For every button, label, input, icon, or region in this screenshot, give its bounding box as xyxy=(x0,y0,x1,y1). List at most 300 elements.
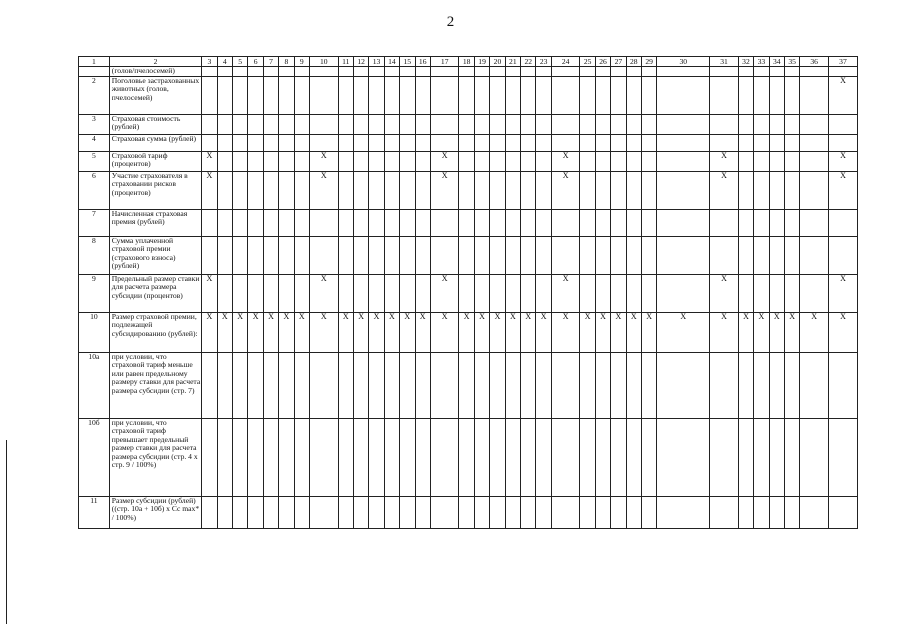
column-number: 29 xyxy=(641,57,656,67)
table-cell xyxy=(551,67,580,77)
table-cell xyxy=(626,353,641,419)
table-cell xyxy=(641,115,656,135)
column-number: 13 xyxy=(369,57,384,67)
table-cell xyxy=(536,275,551,313)
table-cell xyxy=(505,115,520,135)
x-mark: X xyxy=(580,313,595,353)
x-mark: X xyxy=(710,152,739,172)
row-number: 10б xyxy=(79,419,110,497)
table-cell xyxy=(459,275,474,313)
table-cell xyxy=(353,497,368,529)
x-mark: X xyxy=(551,313,580,353)
column-number: 23 xyxy=(536,57,551,67)
row-number: 8 xyxy=(79,237,110,275)
table-cell xyxy=(595,152,610,172)
x-mark: X xyxy=(536,313,551,353)
table-cell xyxy=(294,419,309,497)
table-cell xyxy=(626,210,641,237)
table-cell xyxy=(202,419,217,497)
table-cell xyxy=(505,77,520,115)
table-cell xyxy=(657,67,710,77)
row-number: 2 xyxy=(79,77,110,115)
row-label: Размер страховой премии, подлежащей субсидированию (рублей): xyxy=(109,313,201,353)
table-cell xyxy=(474,115,489,135)
table-cell xyxy=(430,67,459,77)
table-cell xyxy=(217,152,232,172)
table-cell xyxy=(309,237,338,275)
table-cell xyxy=(294,497,309,529)
table-cell xyxy=(400,419,415,497)
table-row xyxy=(79,115,858,135)
table-cell xyxy=(611,353,626,419)
x-mark: X xyxy=(217,313,232,353)
table-cell xyxy=(490,77,505,115)
table-cell xyxy=(828,115,857,135)
table-cell xyxy=(400,115,415,135)
table-cell xyxy=(369,172,384,210)
table-cell xyxy=(430,210,459,237)
table-cell xyxy=(369,275,384,313)
column-number: 22 xyxy=(521,57,536,67)
table-cell xyxy=(769,67,784,77)
table-cell xyxy=(459,152,474,172)
table-cell xyxy=(430,135,459,152)
table-cell xyxy=(248,172,263,210)
table-cell xyxy=(657,77,710,115)
table-cell xyxy=(657,353,710,419)
table-cell xyxy=(353,210,368,237)
table-cell xyxy=(800,135,829,152)
table-cell xyxy=(521,353,536,419)
table-cell xyxy=(279,497,294,529)
x-mark: X xyxy=(353,313,368,353)
x-mark: X xyxy=(595,313,610,353)
table-cell xyxy=(233,172,248,210)
table-cell xyxy=(400,210,415,237)
table-cell xyxy=(536,152,551,172)
table-cell xyxy=(263,115,278,135)
table-cell xyxy=(415,115,430,135)
table-cell xyxy=(505,497,520,529)
table-cell xyxy=(611,135,626,152)
row-number: 10 xyxy=(79,313,110,353)
table-cell xyxy=(279,210,294,237)
table-row xyxy=(79,77,858,115)
row-number: 7 xyxy=(79,210,110,237)
column-number: 14 xyxy=(384,57,399,67)
x-mark: X xyxy=(710,313,739,353)
table-cell xyxy=(536,172,551,210)
table-cell xyxy=(800,237,829,275)
table-cell xyxy=(828,135,857,152)
table-cell xyxy=(400,497,415,529)
table-cell xyxy=(294,67,309,77)
table-cell xyxy=(217,135,232,152)
column-number: 1 xyxy=(79,57,110,67)
table-cell xyxy=(710,115,739,135)
table-cell xyxy=(611,210,626,237)
table-cell xyxy=(415,77,430,115)
table-cell xyxy=(248,67,263,77)
table-cell xyxy=(611,172,626,210)
table-cell xyxy=(595,135,610,152)
table-cell xyxy=(263,210,278,237)
table-cell xyxy=(309,115,338,135)
x-mark: X xyxy=(626,313,641,353)
table-cell xyxy=(611,115,626,135)
table-cell xyxy=(248,77,263,115)
table-cell xyxy=(309,419,338,497)
table-cell xyxy=(551,353,580,419)
table-cell xyxy=(611,237,626,275)
margin-line xyxy=(6,440,7,624)
table-cell xyxy=(384,152,399,172)
x-mark: X xyxy=(338,313,353,353)
table-cell xyxy=(474,353,489,419)
row-label: Страховая стоимость (рублей) xyxy=(109,115,201,135)
table-cell xyxy=(828,67,857,77)
table-cell xyxy=(769,135,784,152)
table-cell xyxy=(217,77,232,115)
table-cell xyxy=(294,237,309,275)
table-cell xyxy=(400,275,415,313)
table-cell xyxy=(279,77,294,115)
table-cell xyxy=(710,419,739,497)
table-cell xyxy=(309,77,338,115)
table-cell xyxy=(490,353,505,419)
table-cell xyxy=(279,135,294,152)
table-cell xyxy=(353,172,368,210)
table-cell xyxy=(400,237,415,275)
table-cell xyxy=(217,353,232,419)
table-cell xyxy=(580,135,595,152)
table-cell xyxy=(353,275,368,313)
table-cell xyxy=(595,419,610,497)
x-mark: X xyxy=(828,313,857,353)
column-number: 17 xyxy=(430,57,459,67)
table-cell xyxy=(738,135,753,152)
table-cell xyxy=(279,115,294,135)
table-cell xyxy=(263,77,278,115)
table-row xyxy=(79,353,858,419)
table-cell xyxy=(353,67,368,77)
table-cell xyxy=(754,135,769,152)
table-cell xyxy=(353,237,368,275)
table-row xyxy=(79,135,858,152)
table-cell xyxy=(263,135,278,152)
table-cell xyxy=(626,275,641,313)
table-cell xyxy=(353,77,368,115)
table-cell xyxy=(474,77,489,115)
x-mark: X xyxy=(263,313,278,353)
table-cell xyxy=(657,152,710,172)
table-cell xyxy=(279,172,294,210)
table-cell xyxy=(384,115,399,135)
table-cell xyxy=(353,152,368,172)
table-cell xyxy=(641,135,656,152)
table-cell xyxy=(754,77,769,115)
x-mark: X xyxy=(309,172,338,210)
x-mark: X xyxy=(309,152,338,172)
table-cell xyxy=(800,152,829,172)
table-cell xyxy=(784,135,799,152)
table-cell xyxy=(505,172,520,210)
table-cell xyxy=(536,67,551,77)
x-mark: X xyxy=(202,152,217,172)
column-number: 6 xyxy=(248,57,263,67)
table-cell xyxy=(279,152,294,172)
table-cell xyxy=(415,275,430,313)
table-cell xyxy=(430,353,459,419)
table-cell xyxy=(294,275,309,313)
x-mark: X xyxy=(430,313,459,353)
table-cell xyxy=(369,67,384,77)
table-cell xyxy=(294,115,309,135)
table-cell xyxy=(521,135,536,152)
table-cell xyxy=(595,77,610,115)
table-cell xyxy=(641,210,656,237)
table-cell xyxy=(369,135,384,152)
table-cell xyxy=(536,419,551,497)
table-cell xyxy=(657,419,710,497)
table-cell xyxy=(248,237,263,275)
table-cell xyxy=(626,67,641,77)
table-cell xyxy=(784,115,799,135)
table-cell xyxy=(202,77,217,115)
x-mark: X xyxy=(521,313,536,353)
table-cell xyxy=(536,77,551,115)
table-cell xyxy=(415,353,430,419)
table-cell xyxy=(657,115,710,135)
table-cell xyxy=(459,135,474,152)
table-cell xyxy=(384,237,399,275)
table-cell xyxy=(384,135,399,152)
table-cell xyxy=(800,172,829,210)
table-cell xyxy=(828,419,857,497)
row-number: 4 xyxy=(79,135,110,152)
table-cell xyxy=(474,237,489,275)
table-cell xyxy=(505,152,520,172)
table-cell xyxy=(657,275,710,313)
table-cell xyxy=(580,419,595,497)
table-cell xyxy=(338,353,353,419)
table-cell xyxy=(474,172,489,210)
table-cell xyxy=(784,275,799,313)
column-number: 7 xyxy=(263,57,278,67)
table-cell xyxy=(415,135,430,152)
table-cell xyxy=(551,115,580,135)
x-mark: X xyxy=(710,172,739,210)
table-cell xyxy=(459,497,474,529)
x-mark: X xyxy=(248,313,263,353)
table-cell xyxy=(263,353,278,419)
table-cell xyxy=(641,275,656,313)
table-cell xyxy=(754,275,769,313)
column-number: 32 xyxy=(738,57,753,67)
table-cell xyxy=(369,237,384,275)
table-row xyxy=(79,313,858,353)
table-cell xyxy=(233,135,248,152)
table-cell xyxy=(202,135,217,152)
x-mark: X xyxy=(657,313,710,353)
table-cell xyxy=(521,275,536,313)
table-cell xyxy=(248,419,263,497)
x-mark: X xyxy=(459,313,474,353)
table-cell xyxy=(784,353,799,419)
table-cell xyxy=(294,135,309,152)
table-cell xyxy=(580,115,595,135)
table-cell xyxy=(784,77,799,115)
table-cell xyxy=(769,497,784,529)
table-cell xyxy=(233,419,248,497)
table-cell xyxy=(754,152,769,172)
table-cell xyxy=(580,67,595,77)
x-mark: X xyxy=(430,172,459,210)
column-number: 26 xyxy=(595,57,610,67)
column-number: 18 xyxy=(459,57,474,67)
table-cell xyxy=(769,77,784,115)
table-cell xyxy=(738,77,753,115)
x-mark: X xyxy=(490,313,505,353)
table-cell xyxy=(536,353,551,419)
table-cell xyxy=(754,172,769,210)
table-cell xyxy=(384,419,399,497)
table-cell xyxy=(738,210,753,237)
x-mark: X xyxy=(641,313,656,353)
table-cell xyxy=(769,210,784,237)
table-cell xyxy=(369,152,384,172)
table-cell xyxy=(369,77,384,115)
table-cell xyxy=(828,497,857,529)
column-number: 3 xyxy=(202,57,217,67)
table-cell xyxy=(641,237,656,275)
row-label: Страховая сумма (рублей) xyxy=(109,135,201,152)
table-cell xyxy=(309,353,338,419)
table-cell xyxy=(611,497,626,529)
table-cell xyxy=(248,210,263,237)
table-cell xyxy=(754,210,769,237)
table-cell xyxy=(415,497,430,529)
table-cell xyxy=(641,353,656,419)
table-cell xyxy=(641,67,656,77)
row-label: Страховой тариф (процентов) xyxy=(109,152,201,172)
table-cell xyxy=(384,172,399,210)
table-cell xyxy=(800,77,829,115)
table-cell xyxy=(738,115,753,135)
table-cell xyxy=(738,419,753,497)
table-cell xyxy=(233,353,248,419)
x-mark: X xyxy=(233,313,248,353)
table-cell xyxy=(769,237,784,275)
table-cell xyxy=(217,419,232,497)
x-mark: X xyxy=(551,275,580,313)
row-label: Поголовье застрахованных животных (голов, пчелосемей) xyxy=(109,77,201,115)
table-cell xyxy=(521,419,536,497)
table-cell xyxy=(263,172,278,210)
table-cell xyxy=(294,152,309,172)
table-cell xyxy=(459,115,474,135)
table-cell xyxy=(536,210,551,237)
x-mark: X xyxy=(400,313,415,353)
column-number: 12 xyxy=(353,57,368,67)
column-number: 28 xyxy=(626,57,641,67)
table-cell xyxy=(353,135,368,152)
table-cell xyxy=(279,353,294,419)
table-cell xyxy=(611,152,626,172)
table-cell xyxy=(769,419,784,497)
table-cell xyxy=(784,237,799,275)
table-cell xyxy=(626,77,641,115)
x-mark: X xyxy=(611,313,626,353)
table-cell xyxy=(415,237,430,275)
column-number: 10 xyxy=(309,57,338,67)
x-mark: X xyxy=(505,313,520,353)
table-cell xyxy=(384,353,399,419)
row-label: Размер субсидии (рублей) ((стр. 10а + 10б) x Сс max* / 100%) xyxy=(109,497,201,529)
table-cell xyxy=(338,275,353,313)
table-cell xyxy=(248,115,263,135)
table-cell xyxy=(800,67,829,77)
table-cell xyxy=(784,210,799,237)
table-cell xyxy=(384,67,399,77)
table-cell xyxy=(710,67,739,77)
table-cell xyxy=(202,67,217,77)
column-number: 9 xyxy=(294,57,309,67)
table-cell xyxy=(415,172,430,210)
table-cell xyxy=(580,353,595,419)
table-cell xyxy=(263,152,278,172)
x-mark: X xyxy=(430,275,459,313)
table-cell xyxy=(626,419,641,497)
x-mark: X xyxy=(738,313,753,353)
table-cell xyxy=(217,172,232,210)
table-cell xyxy=(769,275,784,313)
table-cell xyxy=(580,172,595,210)
table-cell xyxy=(738,67,753,77)
table-cell xyxy=(474,152,489,172)
table-cell xyxy=(580,152,595,172)
table-cell xyxy=(338,152,353,172)
row-number: 6 xyxy=(79,172,110,210)
table-cell xyxy=(338,67,353,77)
row-number xyxy=(79,67,110,77)
table-cell xyxy=(738,497,753,529)
table-cell xyxy=(490,115,505,135)
table-cell xyxy=(626,115,641,135)
row-number: 9 xyxy=(79,275,110,313)
table-cell xyxy=(626,497,641,529)
table-cell xyxy=(800,419,829,497)
table-cell xyxy=(784,67,799,77)
table-row xyxy=(79,419,858,497)
column-number: 5 xyxy=(233,57,248,67)
table-cell xyxy=(400,135,415,152)
table-cell xyxy=(415,67,430,77)
table-cell xyxy=(490,67,505,77)
table-cell xyxy=(415,152,430,172)
row-number: 3 xyxy=(79,115,110,135)
table-cell xyxy=(294,172,309,210)
row-number: 10а xyxy=(79,353,110,419)
table-cell xyxy=(595,275,610,313)
table-cell xyxy=(626,172,641,210)
column-number: 27 xyxy=(611,57,626,67)
row-label: Участие страхователя в страховании рисков (процентов) xyxy=(109,172,201,210)
table-cell xyxy=(459,210,474,237)
column-number: 16 xyxy=(415,57,430,67)
table-cell xyxy=(828,353,857,419)
x-mark: X xyxy=(828,77,857,115)
